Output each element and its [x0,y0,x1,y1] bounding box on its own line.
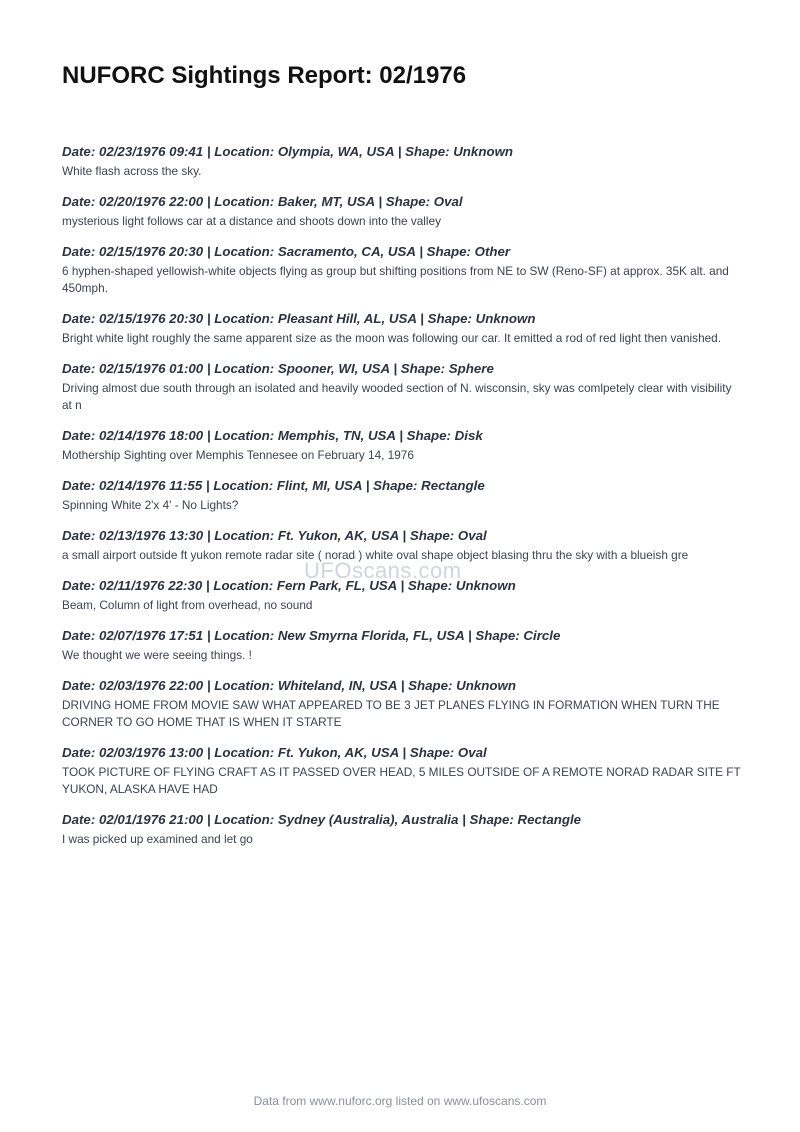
sighting-header: Date: 02/11/1976 22:30 | Location: Fern Park, FL, USA | Shape: Unknown [62,578,516,593]
sighting-description: Mothership Sighting over Memphis Tennesee on February 14, 1976 [62,448,414,462]
sighting-entry [62,428,742,464]
sighting-header: Date: 02/23/1976 09:41 | Location: Olympia, WA, USA | Shape: Unknown [62,144,514,159]
sighting-header: Date: 02/20/1976 22:00 | Location: Baker, MT, USA | Shape: Oval [62,194,463,209]
sighting-description: mysterious light follows car at a distance and shoots down into the valley [62,214,442,228]
sighting-header: Date: 02/15/1976 01:00 | Location: Spooner, WI, USA | Shape: Sphere [62,361,494,376]
sighting-description: Driving almost due south through an isolated and heavily wooded section of N. wisconsin, sky was comlpetely clear with visibility at n [62,381,732,412]
footer-credit: Data from www.nuforc.org listed on www.ufoscans.com [253,1094,547,1108]
sighting-header: Date: 02/03/1976 22:00 | Location: Whiteland, IN, USA | Shape: Unknown [62,678,516,693]
sightings-list [62,144,742,862]
sighting-description: a small airport outside ft yukon remote radar site ( norad ) white oval shape object blasing thru the sky with a blueish gre [62,548,689,562]
sighting-description: White flash across the sky. [62,164,202,178]
sighting-description: DRIVING HOME FROM MOVIE SAW WHAT APPEARED TO BE 3 JET PLANES FLYING IN FORMATION WHEN TURN THE CORNER TO GO HOME THAT IS WHEN IT STARTE [62,698,720,729]
sighting-header: Date: 02/15/1976 20:30 | Location: Pleasant Hill, AL, USA | Shape: Unknown [62,311,536,326]
sighting-header: Date: 02/13/1976 13:30 | Location: Ft. Yukon, AK, USA | Shape: Oval [62,528,487,543]
sighting-description: Beam, Column of light from overhead, no sound [62,598,313,612]
page-title: NUFORC Sightings Report: 02/1976 [62,62,467,89]
sighting-description: We thought we were seeing things. ! [62,648,252,662]
sighting-entry [62,478,742,514]
sighting-description: Bright white light roughly the same apparent size as the moon was following our car. It emitted a rod of red light then vanished. [62,331,722,345]
sighting-entry [62,745,742,798]
sighting-description: Spinning White 2'x 4' - No Lights? [62,498,239,512]
sighting-header: Date: 02/14/1976 18:00 | Location: Memphis, TN, USA | Shape: Disk [62,428,483,443]
sighting-description: TOOK PICTURE OF FLYING CRAFT AS IT PASSED OVER HEAD, 5 MILES OUTSIDE OF A REMOTE NORAD RADAR SITE FT YUKON, ALASKA HAVE HAD [62,765,741,796]
sighting-header: Date: 02/15/1976 20:30 | Location: Sacramento, CA, USA | Shape: Other [62,244,511,259]
sighting-description: 6 hyphen-shaped yellowish-white objects flying as group but shifting positions from NE to SW (Reno-SF) at approx. 35K alt. and 450mph. [62,264,729,295]
sighting-description: I was picked up examined and let go [62,832,253,846]
sighting-entry [62,144,742,180]
sighting-entry [62,244,742,297]
sighting-entry [62,578,742,614]
sighting-header: Date: 02/14/1976 11:55 | Location: Flint, MI, USA | Shape: Rectangle [62,478,485,493]
sighting-entry [62,628,742,664]
sighting-entry [62,311,742,347]
sighting-entry [62,678,742,731]
sighting-entry [62,528,742,564]
sighting-header: Date: 02/07/1976 17:51 | Location: New Smyrna Florida, FL, USA | Shape: Circle [62,628,561,643]
watermark: UFOscans.com [304,558,462,583]
sighting-header: Date: 02/03/1976 13:00 | Location: Ft. Yukon, AK, USA | Shape: Oval [62,745,487,760]
sighting-entry [62,361,742,414]
sighting-entry [62,194,742,230]
sighting-header: Date: 02/01/1976 21:00 | Location: Sydney (Australia), Australia | Shape: Rectangle [62,812,582,827]
sighting-entry [62,812,742,848]
